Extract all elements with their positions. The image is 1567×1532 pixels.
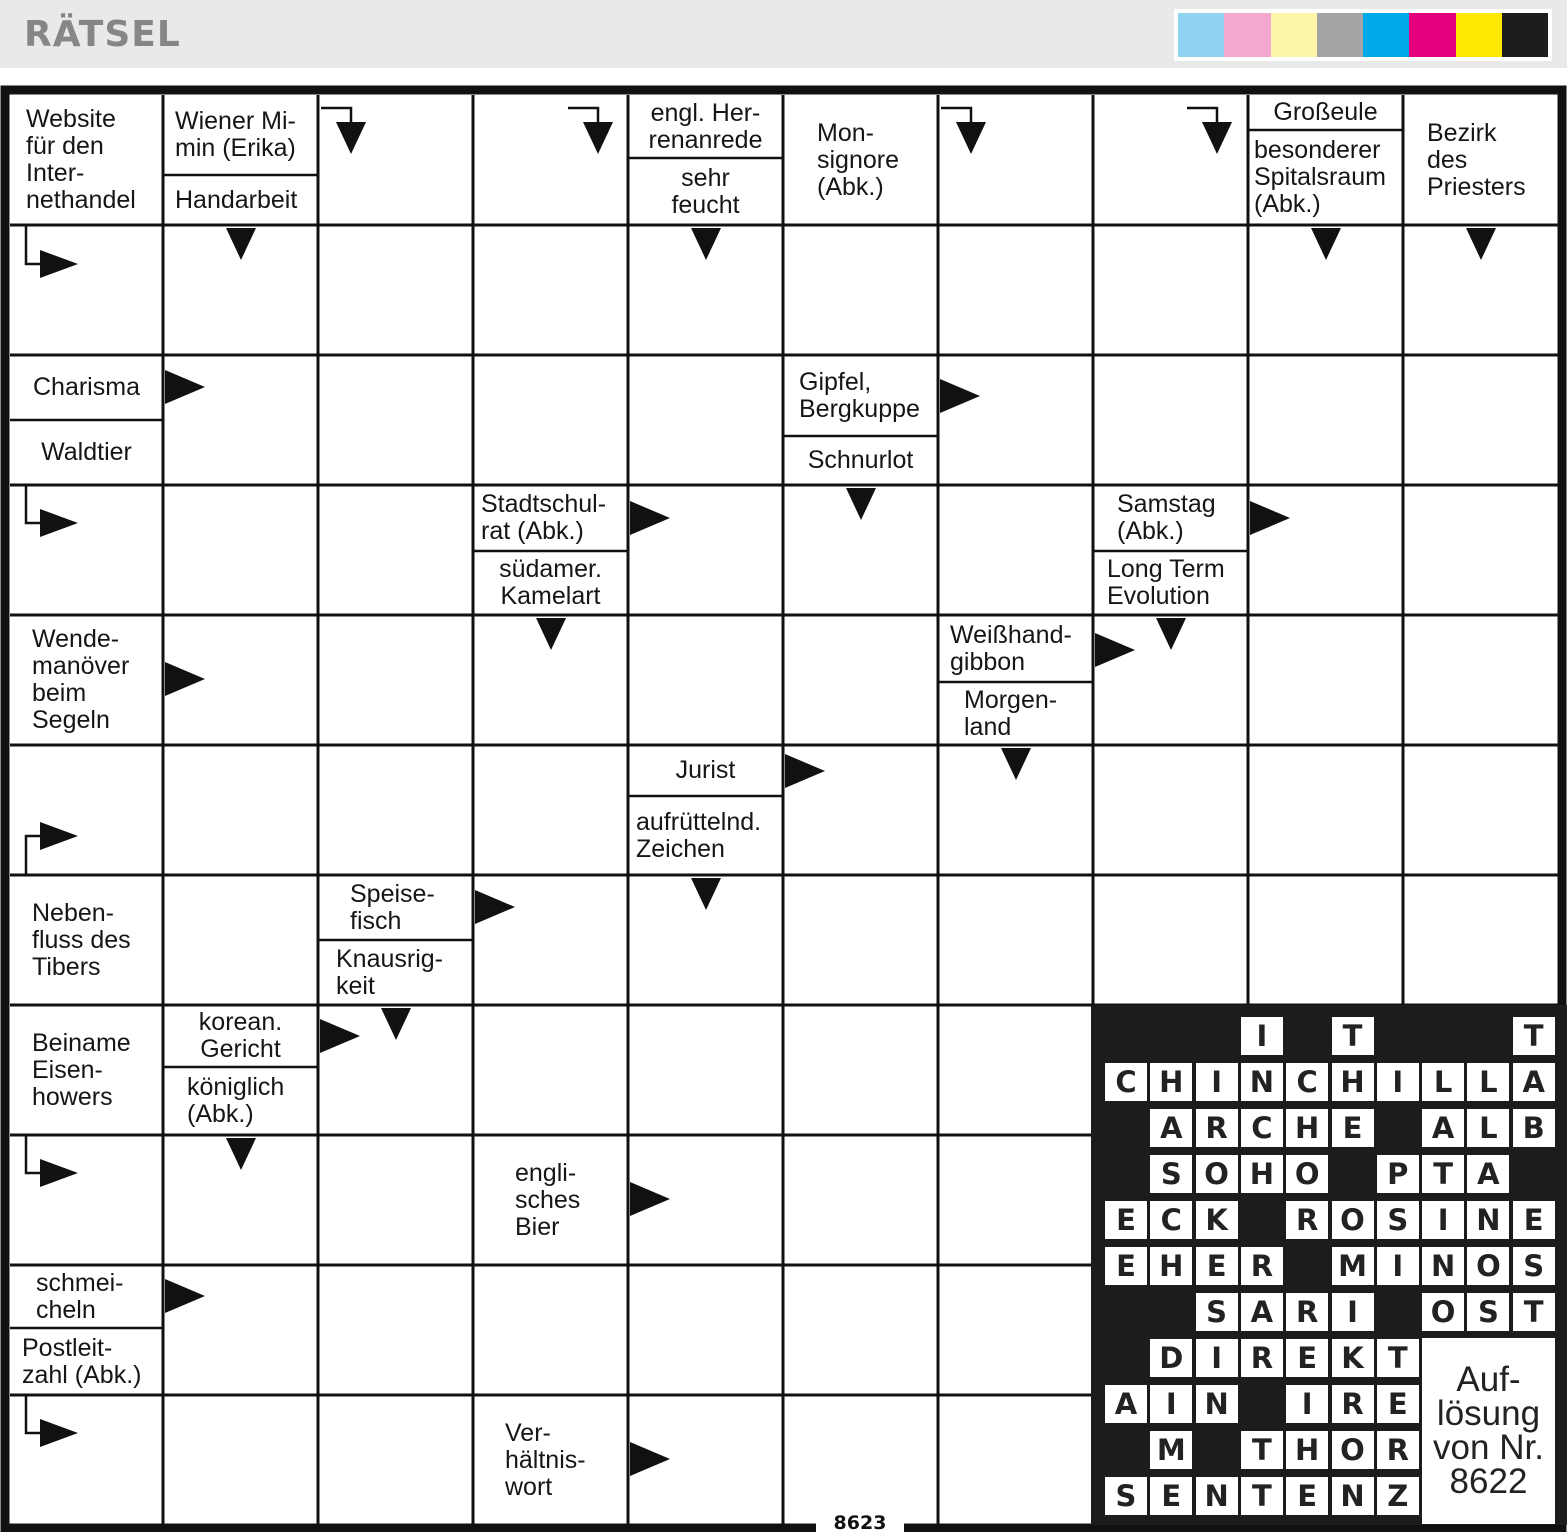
- solution-letter: H: [1241, 1155, 1283, 1193]
- solution-letter: B: [1513, 1109, 1555, 1147]
- solution-letter: C: [1105, 1063, 1147, 1101]
- solution-letter: C: [1150, 1201, 1192, 1239]
- solution-letter: R: [1286, 1293, 1328, 1331]
- solution-letter: L: [1467, 1109, 1509, 1147]
- clue-c2: Wiener Mi- min (Erika): [175, 107, 296, 162]
- clue-c5: sehr feucht: [671, 163, 740, 219]
- solution-letter: C: [1241, 1109, 1283, 1147]
- puzzle-number: 8623: [816, 1510, 904, 1532]
- solution-letter: H: [1332, 1063, 1374, 1101]
- arrow-down-icon: [583, 122, 613, 154]
- solution-letter: I: [1422, 1201, 1464, 1239]
- solution-letter: O: [1332, 1431, 1374, 1469]
- arrow-right-icon: [1095, 633, 1135, 667]
- solution-letter: K: [1332, 1339, 1374, 1377]
- arrow-down-icon: [536, 618, 566, 650]
- solution-letter: E: [1513, 1201, 1555, 1239]
- clue-c32: Ver- hältnis- wort: [505, 1418, 586, 1501]
- clue-c20: Morgen- land: [964, 685, 1058, 741]
- solution-letter: E: [1150, 1477, 1192, 1515]
- clue-c3: Handarbeit: [175, 185, 298, 214]
- clue-c26: Beiname Eisen- howers: [32, 1028, 131, 1111]
- solution-letter: E: [1105, 1201, 1147, 1239]
- arrow-down-icon: [336, 122, 366, 154]
- clue-c28: königlich (Abk.): [187, 1073, 285, 1128]
- arrow-right-icon: [475, 890, 515, 924]
- solution-letter: M: [1332, 1247, 1374, 1285]
- solution-letter: R: [1196, 1109, 1238, 1147]
- solution-letter: N: [1422, 1247, 1464, 1285]
- solution-letter: T: [1377, 1339, 1419, 1377]
- solution-letter: T: [1513, 1293, 1555, 1331]
- arrow-connector: [26, 485, 40, 523]
- clue-c9: Bezirk des Priesters: [1427, 118, 1526, 201]
- solution-letter: E: [1377, 1385, 1419, 1423]
- arrow-down-icon: [691, 878, 721, 910]
- solution-letter: S: [1105, 1477, 1147, 1515]
- solution-letter: A: [1467, 1155, 1509, 1193]
- arrow-connector: [26, 1135, 40, 1173]
- arrow-connector: [1187, 108, 1217, 122]
- arrow-down-icon: [846, 488, 876, 520]
- solution-letter: R: [1377, 1431, 1419, 1469]
- clue-c31: Postleit- zahl (Abk.): [22, 1333, 142, 1389]
- arrow-right-icon: [320, 1019, 360, 1053]
- solution-letter: T: [1422, 1155, 1464, 1193]
- solution-letter: I: [1241, 1017, 1283, 1055]
- solution-letter: L: [1422, 1063, 1464, 1101]
- arrow-right-icon: [785, 754, 825, 788]
- solution-letter: T: [1241, 1477, 1283, 1515]
- solution-letter: O: [1286, 1155, 1328, 1193]
- solution-letter: S: [1150, 1155, 1192, 1193]
- solution-letter: N: [1467, 1201, 1509, 1239]
- solution-letter: H: [1286, 1109, 1328, 1147]
- solution-letter: I: [1377, 1247, 1419, 1285]
- arrow-right-icon: [630, 1182, 670, 1216]
- clue-c23: Neben- fluss des Tibers: [32, 898, 131, 981]
- arrow-down-icon: [691, 228, 721, 260]
- arrow-right-icon: [1250, 501, 1290, 535]
- arrow-connector: [26, 226, 40, 264]
- arrow-down-icon: [381, 1008, 411, 1040]
- solution-letter: K: [1196, 1201, 1238, 1239]
- solution-letter: O: [1467, 1247, 1509, 1285]
- solution-caption: Auf- lösung von Nr. 8622: [1422, 1338, 1555, 1524]
- solution-letter: S: [1467, 1293, 1509, 1331]
- arrow-right-icon: [165, 1279, 205, 1313]
- clue-c25: Knausrig- keit: [336, 944, 443, 1000]
- clue-c21: Jurist: [675, 756, 736, 784]
- arrow-down-icon: [1311, 228, 1341, 260]
- arrow-down-icon: [1202, 122, 1232, 154]
- solution-letter: E: [1196, 1247, 1238, 1285]
- clue-c15: südamer. Kamelart: [499, 555, 602, 610]
- clue-c11: Waldtier: [41, 438, 132, 466]
- clue-c8: besonderer Spitalsraum (Abk.): [1254, 136, 1386, 218]
- solution-letter: M: [1150, 1431, 1192, 1469]
- solution-letter: I: [1286, 1385, 1328, 1423]
- solution-letter: N: [1196, 1385, 1238, 1423]
- clue-c30: schmei- cheln: [36, 1268, 124, 1324]
- solution-letter: P: [1377, 1155, 1419, 1193]
- clue-c12: Gipfel, Bergkuppe: [799, 367, 920, 423]
- solution-letter: I: [1377, 1063, 1419, 1101]
- clue-c29: engli- sches Bier: [515, 1158, 581, 1241]
- arrow-right-icon: [165, 662, 205, 696]
- solution-letter: A: [1150, 1109, 1192, 1147]
- arrow-connector: [321, 108, 351, 122]
- clue-c13: Schnurlot: [807, 446, 914, 474]
- solution-letter: D: [1150, 1339, 1192, 1377]
- solution-letter: N: [1332, 1477, 1374, 1515]
- arrow-down-icon: [226, 228, 256, 260]
- arrow-down-icon: [1001, 748, 1031, 780]
- solution-letter: S: [1196, 1293, 1238, 1331]
- arrow-down-icon: [956, 122, 986, 154]
- solution-letter: I: [1332, 1293, 1374, 1331]
- arrow-down-icon: [1156, 618, 1186, 650]
- clue-c16: Samstag (Abk.): [1117, 490, 1216, 545]
- solution-letter: H: [1286, 1431, 1328, 1469]
- solution-letter: A: [1105, 1385, 1147, 1423]
- solution-letter: L: [1467, 1063, 1509, 1101]
- solution-letter: I: [1196, 1063, 1238, 1101]
- arrow-right-icon: [40, 1419, 78, 1447]
- clue-c19: Weißhand- gibbon: [950, 620, 1072, 676]
- solution-letter: A: [1241, 1293, 1283, 1331]
- solution-letter: I: [1150, 1385, 1192, 1423]
- arrow-connector: [26, 836, 40, 874]
- solution-letter: E: [1286, 1477, 1328, 1515]
- arrow-right-icon: [40, 509, 78, 537]
- clue-c17: Long Term Evolution: [1107, 555, 1225, 610]
- arrow-connector: [26, 1395, 40, 1433]
- solution-letter: O: [1196, 1155, 1238, 1193]
- solution-letter: O: [1332, 1201, 1374, 1239]
- solution-letter: O: [1422, 1293, 1464, 1331]
- solution-letter: R: [1332, 1385, 1374, 1423]
- solution-letter: N: [1196, 1477, 1238, 1515]
- arrow-right-icon: [40, 822, 78, 850]
- solution-letter: E: [1332, 1109, 1374, 1147]
- arrow-connector: [941, 108, 971, 122]
- clue-c24: Speise- fisch: [350, 879, 435, 935]
- solution-letter: T: [1332, 1017, 1374, 1055]
- solution-letter: R: [1241, 1339, 1283, 1377]
- solution-letter: T: [1241, 1431, 1283, 1469]
- solution-letter: E: [1286, 1339, 1328, 1377]
- solution-letter: S: [1377, 1201, 1419, 1239]
- arrow-right-icon: [40, 1159, 78, 1187]
- solution-letter: R: [1286, 1201, 1328, 1239]
- clue-c14: Stadtschul- rat (Abk.): [481, 490, 607, 545]
- arrow-right-icon: [630, 501, 670, 535]
- solution-letter: A: [1422, 1109, 1464, 1147]
- solution-letter: C: [1286, 1063, 1328, 1101]
- arrow-down-icon: [226, 1138, 256, 1170]
- arrow-right-icon: [630, 1442, 670, 1476]
- solution-letter: N: [1241, 1063, 1283, 1101]
- arrow-right-icon: [940, 379, 980, 413]
- arrow-connector: [568, 108, 598, 122]
- arrow-right-icon: [165, 370, 205, 404]
- clue-c18: Wende- manöver beim Segeln: [32, 625, 130, 734]
- solution-letter: E: [1105, 1247, 1147, 1285]
- clue-c6: Mon- signore (Abk.): [817, 118, 899, 201]
- solution-letter: I: [1196, 1339, 1238, 1377]
- page-title: RÄTSEL: [24, 14, 181, 55]
- solution-letter: H: [1150, 1063, 1192, 1101]
- solution-letter: H: [1150, 1247, 1192, 1285]
- solution-letter: R: [1241, 1247, 1283, 1285]
- clue-c10: Charisma: [33, 373, 140, 401]
- arrow-down-icon: [1466, 228, 1496, 260]
- clue-c22: aufrüttelnd. Zeichen: [636, 807, 762, 863]
- solution-letter: A: [1513, 1063, 1555, 1101]
- clue-c27: korean. Gericht: [198, 1008, 283, 1063]
- clue-c4: engl. Her- renanrede: [648, 98, 763, 154]
- solution-letter: T: [1513, 1017, 1555, 1055]
- solution-letter: Z: [1377, 1477, 1419, 1515]
- clue-c1: Website für den Inter- nethandel: [26, 105, 136, 214]
- solution-letter: S: [1513, 1247, 1555, 1285]
- clue-c7: Großeule: [1273, 98, 1378, 126]
- arrow-right-icon: [40, 250, 78, 278]
